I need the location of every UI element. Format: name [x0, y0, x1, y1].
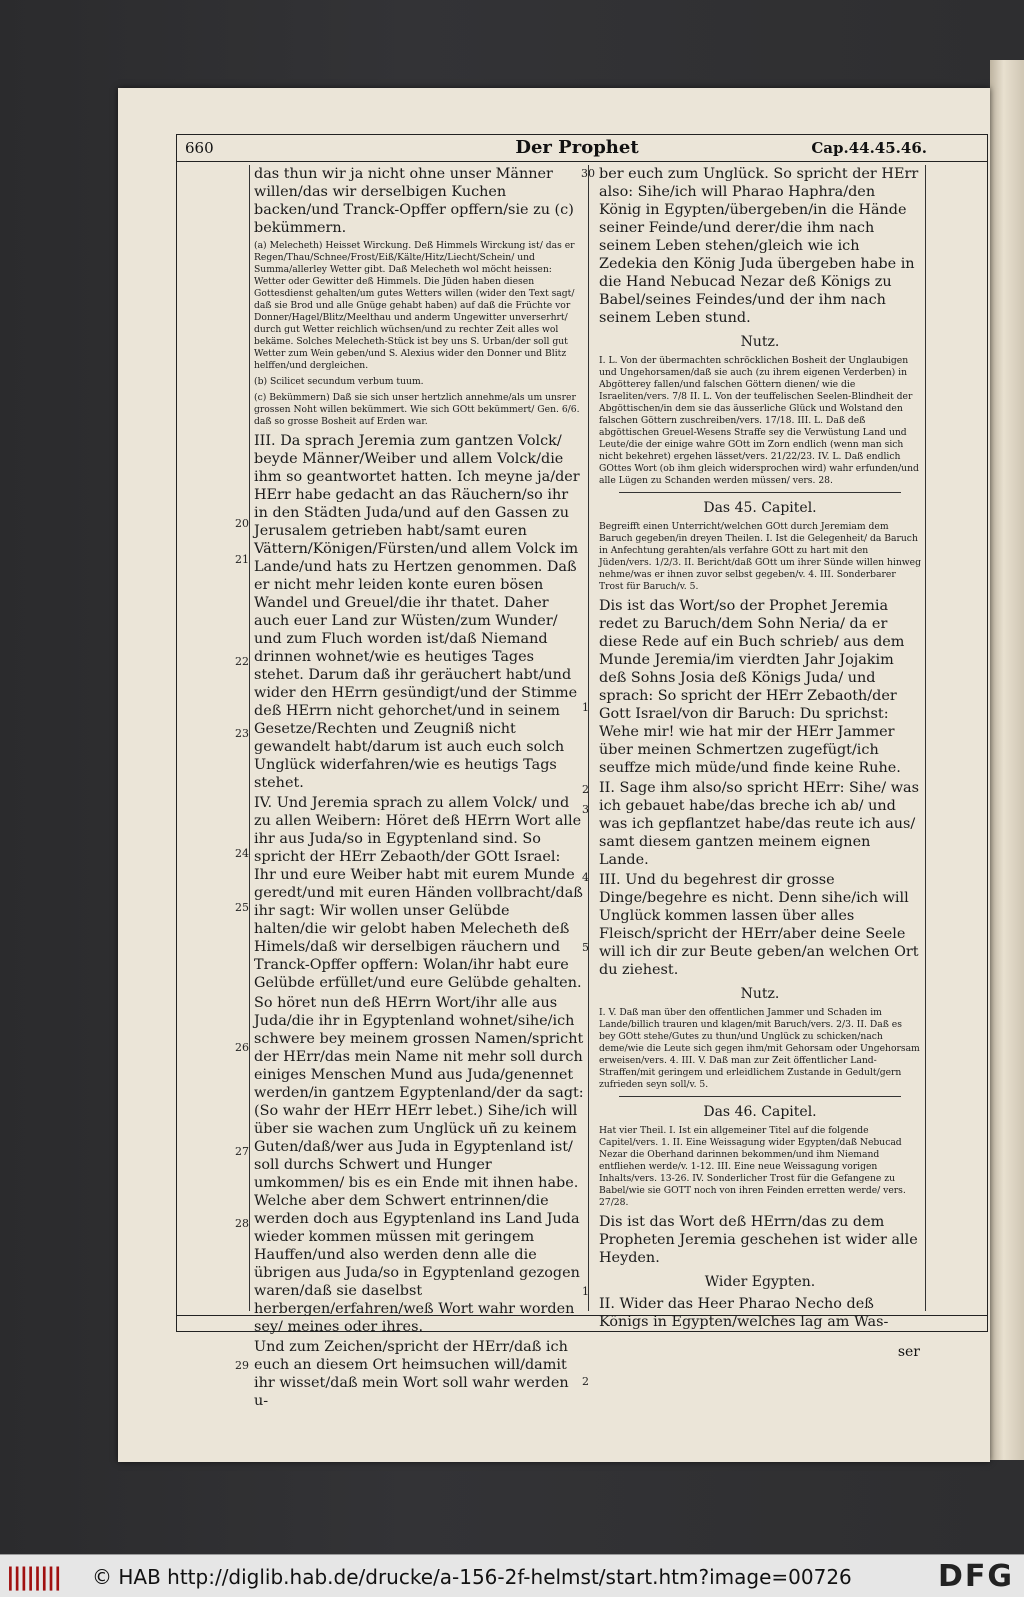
- verse-number: 26: [235, 1041, 249, 1054]
- verse-number: 29: [235, 1359, 249, 1372]
- divider: [619, 492, 901, 493]
- verse-number: 2: [582, 1375, 589, 1388]
- text-paragraph: II. Wider das Heer Pharao Necho deß Königs in Egypten/welches lag am Was-: [599, 1296, 889, 1330]
- text-paragraph: So höret nun deß HErrn Wort/ihr alle aus Juda/die ihr in Egyptenland wohnet/sihe/ich schwere bey meinem grossen Namen/spricht der HErr/das mein Name nit mehr soll durch einiges Menschen Mund aus Juda/genennet werden/in gantzem Egyptenland/der da sagt: (So wahr der HErr HErr lebet.) Sihe/ich will über sie wachen zum Unglück uñ zu keinem Guten/daß/wer aus Juda in Egyptenland ist/ soll durchs Schwert und Hunger umkommen/ bis es ein Ende mit ihnen habe. Welche aber dem Schwert entrinnen/die werden doch aus Egyptenland ins Land Juda wieder kommen müssen mit geringem Hauffen/und also werden denn alle die übrigen aus Juda/so in Egyptenland gezogen waren/daß sie daselbst herbergen/erfahren/weß Wort wahr worden sey/ meines oder ihres.: [254, 995, 584, 1335]
- section-heading: Nutz.: [740, 986, 780, 1002]
- footnote: (c) Bekümmern) Daß sie sich unser hertzlich annehme/als um unsrer grossen Noht willen bekümmert. Wie sich GOtt bekümmert/ Gen. 6/6. daß so grosse Bosheit auf Erden war.: [254, 392, 580, 427]
- verse-number: 5: [582, 941, 589, 954]
- verse-number: 1: [582, 701, 589, 714]
- text-paragraph: Und zum Zeichen/spricht der HErr/daß ich euch an diesem Ort heimsuchen will/damit ihr wisset/daß mein Wort soll wahr werden u-: [254, 1339, 569, 1409]
- book-spine-edge: [990, 60, 1024, 1460]
- verse-number: 28: [235, 1217, 249, 1230]
- verse-number: 4: [582, 871, 589, 884]
- right-column: [595, 165, 926, 1330]
- header-rule: [177, 161, 987, 162]
- running-title: Der Prophet: [515, 137, 639, 158]
- text-paragraph: ber euch zum Unglück. So spricht der HErr also: Sihe/ich will Pharao Haphra/den König in Egypten/übergeben/in die Hände seiner Feinde/und derer/die ihm nach seinem Leben stehen/gleich wie ich Zedekia den König Juda übergeben habe in die Hand Nebucad Nezar deß Königs zu Babel/seines Feindes/und der ihm nach seinem Leben stund.: [599, 166, 919, 326]
- verse-number: 25: [235, 901, 249, 914]
- chapter-reference: Cap.44.45.46.: [811, 139, 927, 157]
- commentary: I. L. Von der übermachten schröcklichen Bosheit der Unglaubigen und Ungehorsamen/daß sie auch (zu ihrem eigenen Verderben) in Abgötterey fallen/und falschen Göttern dienen/ wie die Israeliten/vers. 7/8 II. L. Von der teuffelischen Seelen-Blindheit der Abgöttischen/in dem sie das äusserliche Glück und Wolstand den falschen Göttern zuschreiben/vers. 17/18. III. L. Daß deß abgöttischen Greuel-Wesens Straffe sey die Verwüstung Land und Leute/die der einige wahre GOtt im Zorn endlich (wenn man sich nicht bekehret) ergehen lässet/vers. 21/22/23. IV. L. Daß endlich GOttes Wort (ob ihm gleich widersprochen wird) wahr erfunden/und alle Lügen zu Schanden werden müssen/ vers. 28.: [599, 355, 919, 486]
- book-page: [118, 88, 990, 1462]
- text-paragraph: Dis ist das Wort/so der Prophet Jeremia redet zu Baruch/dem Sohn Neria/ da er diese Rede auf ein Buch schrieb/ aus dem Munde Jeremia/im vierdten Jahr Jojakim deß Sohns Josia deß Königs Juda/ und sprach: So spricht der HErr Zebaoth/der Gott Israel/von dir Baruch: Du sprichst: Wehe mir! wie hat mir der HErr Jammer über meinen Schmertzen zugefügt/ich seuffze mich müde/und finde keine Ruhe.: [599, 598, 905, 776]
- section-heading: Nutz.: [740, 334, 780, 350]
- text-paragraph: das thun wir ja nicht ohne unser Männer willen/das wir derselbigen Kuchen backen/und Tranck-Opffer opffern/sie zu (c) bekümmern.: [254, 166, 574, 236]
- section-heading: Wider Egypten.: [704, 1274, 816, 1290]
- verse-number: 1: [582, 1285, 589, 1298]
- catchword: ser: [897, 1344, 920, 1360]
- chapter-summary: Begreifft einen Unterricht/welchen GOtt durch Jeremiam dem Baruch gegeben/in dreyen Theilen. I. Ist die Gelegenheit/ da Baruch in Anfechtung gerahten/als verfahre GOtt zu hart mit den Jüden/vers. 1/2/3. II. Bericht/daß GOtt um ihrer Sünde willen hinweg nehme/was er ihnen zuvor selbst gegeben/v. 4. III. Sonderbarer Trost für Baruch/v. 5.: [599, 521, 921, 592]
- verse-number: 30: [581, 167, 595, 180]
- divider: [619, 1096, 901, 1097]
- bottom-rule: [177, 1315, 987, 1316]
- text-paragraph: III. Da sprach Jeremia zum gantzen Volck/ beyde Männer/Weiber und allem Volck/die ihm so geantwortet hatten. Ich meyne ja/der HErr habe gedacht an das Räuchern/so ihr in den Städten Juda/und auf den Gassen zu Jerusalem getrieben habt/samt euren Vättern/Königen/Fürsten/und allem Volck im Lande/und hats zu Hertzen genommen. Daß er nicht mehr leiden konte euren bösen Wandel und Greuel/die ihr thatet. Daher auch euer Land zur Wüsten/zum Wunder/ und zum Fluch worden ist/daß Niemand drinnen wohnet/wie es heutiges Tages stehet. Darum daß ihr geräuchert habt/und wider den HErrn gesündigt/und der Stimme deß HErrn nicht gehorchet/und in seinem Gesetze/Rechten und Zeugniß nicht gewandelt habt/darum ist auch euch solch Unglück widerfahren/wie es heutigs Tags stehet.: [254, 433, 580, 791]
- text-paragraph: III. Und du begehrest dir grosse Dinge/begehre es nicht. Denn sihe/ich will Unglück kommen lassen über alles Fleisch/spricht der HErr/aber deine Seele will ich dir zur Beute geben/an welchen Ort du ziehest.: [599, 872, 919, 978]
- verse-number: 27: [235, 1145, 249, 1158]
- verse-number: 2: [582, 783, 589, 796]
- footer-copyright-link[interactable]: © HAB http://diglib.hab.de/drucke/a-156-2f-helmst/start.htm?image=00726: [92, 1565, 852, 1589]
- text-paragraph: II. Sage ihm also/so spricht HErr: Sihe/ was ich gebauet habe/das breche ich ab/ und was ich gepflantzet habe/das reute ich aus/ samt diesem gantzen meinem eignen Lande.: [599, 780, 920, 868]
- page-number: 660: [185, 139, 214, 157]
- text-paragraph: Dis ist das Wort deß HErrn/das zu dem Propheten Jeremia geschehen ist wider alle Heyden.: [599, 1214, 918, 1266]
- verse-number: 23: [235, 727, 249, 740]
- chapter-heading: Das 46. Capitel.: [703, 1104, 817, 1120]
- verse-number: 20: [235, 517, 249, 530]
- chapter-summary: Hat vier Theil. I. Ist ein allgemeiner Titel auf die folgende Capitel/vers. 1. II. Eine Weissagung wider Egypten/daß Nebucad Nezar die Oberhand darinnen bekommen/und ihm Niemand entfliehen werde/v. 1-12. III. Eine neue Weissagung vorigen Inhalts/vers. 13-26. IV. Sonderlicher Trost für die Gefangene zu Babel/wie sie GOTT noch von ihren Feinden erretten werde/ vers. 27/28.: [599, 1125, 906, 1208]
- footnote: (b) Scilicet secundum verbum tuum.: [254, 376, 424, 387]
- left-column: [249, 165, 589, 1409]
- hab-logo-icon: ||||||||: [6, 1563, 61, 1591]
- text-paragraph: IV. Und Jeremia sprach zu allem Volck/ und zu allen Weibern: Höret deß HErrn Wort alle ihr aus Juda/so in Egyptenland sind. So spricht der HErr Zebaoth/der GOtt Israel: Ihr und eure Weiber habt mit eurem Munde geredt/und mit euren Händen vollbracht/daß ihr sagt: Wir wollen unser Gelübde halten/die wir gelobt haben Melecheth deß Himels/daß wir derselbigen räuchern und Tranck-Opffer opffern: Wolan/ihr habt eure Gelübde erfüllet/und eure Gelübde gehalten.: [254, 795, 583, 991]
- footer-bar: [0, 1554, 1024, 1597]
- chapter-heading: Das 45. Capitel.: [703, 500, 817, 516]
- verse-number: 24: [235, 847, 249, 860]
- dfg-logo: DFG: [937, 1559, 1014, 1594]
- commentary: I. V. Daß man über den offentlichen Jammer und Schaden im Lande/billich trauren und klagen/mit Baruch/vers. 2/3. II. Daß es bey GOtt stehe/Gutes zu thun/und Unglück zu schicken/nach deme/wie die Leute sich gegen ihm/mit Gehorsam oder Ungehorsam erweisen/vers. 4. III. V. Daß man zur Zeit öffentlicher Land-Straffen/mit geringem und erleidlichem Zustande in Gedult/gern zufrieden seyn soll/v. 5.: [599, 1007, 920, 1090]
- verse-number: 21: [235, 553, 249, 566]
- verse-number: 22: [235, 655, 249, 668]
- footnote: (a) Melecheth) Heisset Wirckung. Deß Himmels Wirckung ist/ das er Regen/Thau/Schnee/Frost/Eiß/Kälte/Hitz/Liecht/Schein/ und Summa/allerley Wetter gibt. Daß Melecheth wol möcht heissen: Wetter oder Gewitter deß Himmels. Die Jüden haben diesen Gottesdienst gehalten/um gutes Wetters willen (wider den Text sagt/ daß sie Brod und alle Gnüge gehabt haben) auf daß die Früchte vor Donner/Hagel/Blitz/Meelthau und anderm Ungewitter unverserhrt/ durch gut Wetter reichlich wüchsen/und zu rechter Zeit alles wol bekäme. Solches Melecheth-Stück ist bey uns S. Urban/der soll gut Wetter zum Wein geben/und S. Alexius wider den Donner und Blitz helffen/und dergleichen.: [254, 240, 575, 371]
- page-frame: [176, 134, 988, 1409]
- verse-number: 3: [582, 803, 589, 816]
